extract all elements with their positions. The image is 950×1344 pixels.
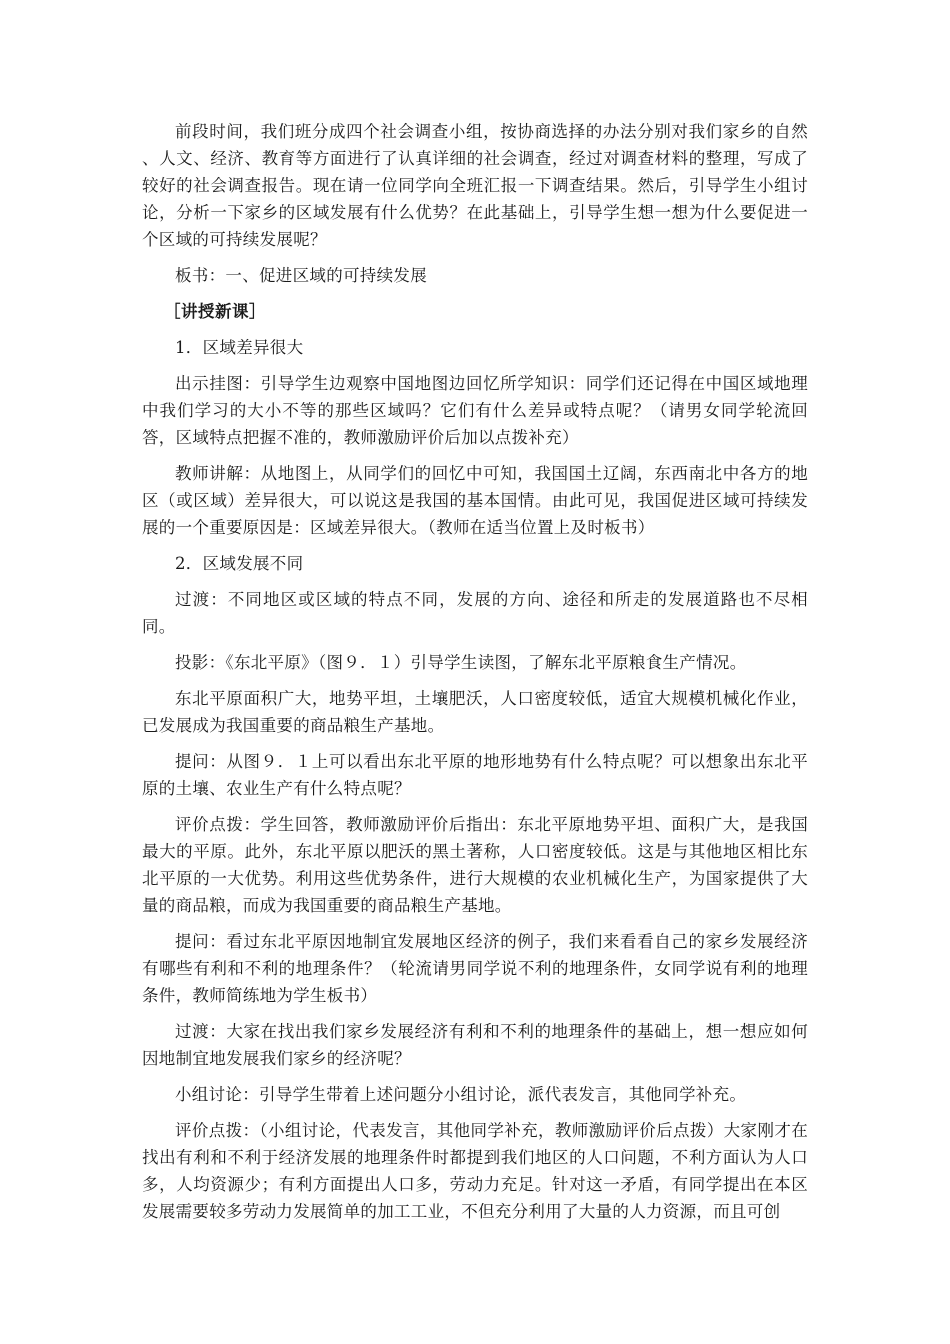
paragraph: 前段时间，我们班分成四个社会调查小组，按协商选择的办法分别对我们家乡的自然 、人文、经济、教育等方面进行了认真详细的社会调查，经过对调查材料的整理，写成了较好的社会调查报告。现在请一位同学向全班汇报一下调查结果。然后，引导学生小组讨论，分析一下家乡的区域发展有什么优势？在此基础上，引导学生想一想为什么要促进一个区域的可持续发展呢？ <box>142 122 808 249</box>
paragraph: 提问：看过东北平原因地制宜发展地区经济的例子，我们来看看自己的家乡发展经济有哪些有利和不利的地理条件？（轮流请男同学说不利的地理条件，女同学说有利的地理条件，教师简练地为学生板书） <box>142 932 808 1005</box>
paragraph: 教师讲解：从地图上，从同学们的回忆中可知，我国国土辽阔，东西南北中各方的地区（或区域）差异很大，可以说这是我国的基本国情。由此可见，我国促进区域可持续发展的一个重要原因是：区域差异很大。（教师在适当位置上及时板书） <box>142 464 808 537</box>
subsection-title: 1．区域差异很大 <box>175 338 304 357</box>
paragraph: 提问：从图９．１上可以看出东北平原的地形地势有什么特点呢？可以想象出东北平原的土壤、农业生产有什么特点呢？ <box>142 752 808 798</box>
paragraph: 小组讨论：引导学生带着上述问题分小组讨论，派代表发言，其他同学补充。 <box>175 1085 747 1104</box>
paragraph: 板书：一、促进区域的可持续发展 <box>175 266 427 285</box>
document-page <box>142 118 808 1234</box>
subsection-title: 2．区域发展不同 <box>175 554 304 573</box>
paragraph: 评价点拨：（小组讨论，代表发言，其他同学补充，教师激励评价后点拨）大家刚才在找出有利和不利于经济发展的地理条件时都提到我们地区的人口问题，不利方面认为人口多，人均资源少；有利方面提出人口多，劳动力充足。针对这一矛盾，有同学提出在本区发展需要较多劳动力发展简单的加工工业，不但充分利用了大量的人力资源，而且可创 <box>142 1121 808 1221</box>
paragraph: 过渡：不同地区或区域的特点不同，发展的方向、途径和所走的发展道路也不尽相同。 <box>142 590 808 636</box>
paragraph: 过渡：大家在找出我们家乡发展经济有利和不利的地理条件的基础上，想一想应如何因地制宜地发展我们家乡的经济呢？ <box>142 1022 808 1068</box>
paragraph: 东北平原面积广大，地势平坦，土壤肥沃，人口密度较低，适宜大规模机械化作业，已发展成为我国重要的商品粮生产基地。 <box>142 689 808 735</box>
paragraph: 投影：《东北平原》（图９．１）引导学生读图，了解东北平原粮食生产情况。 <box>175 653 747 672</box>
paragraph: 出示挂图：引导学生边观察中国地图边回忆所学知识：同学们还记得在中国区域地理中我们学习的大小不等的那些区域吗？它们有什么差异或特点呢？（请男女同学轮流回答，区域特点把握不准的，教师激励评价后加以点拨补充） <box>142 374 808 447</box>
paragraph: 评价点拨：学生回答，教师激励评价后指出：东北平原地势平坦、面积广大，是我国最大的平原。此外，东北平原以肥沃的黑土著称，人口密度较低。这是与其他地区相比东北平原的一大优势。利用这些优势条件，进行大规模的农业机械化生产，为国家提供了大量的商品粮，而成为我国重要的商品粮生产基地。 <box>142 815 808 915</box>
section-heading: ［讲授新课］ <box>164 302 266 321</box>
